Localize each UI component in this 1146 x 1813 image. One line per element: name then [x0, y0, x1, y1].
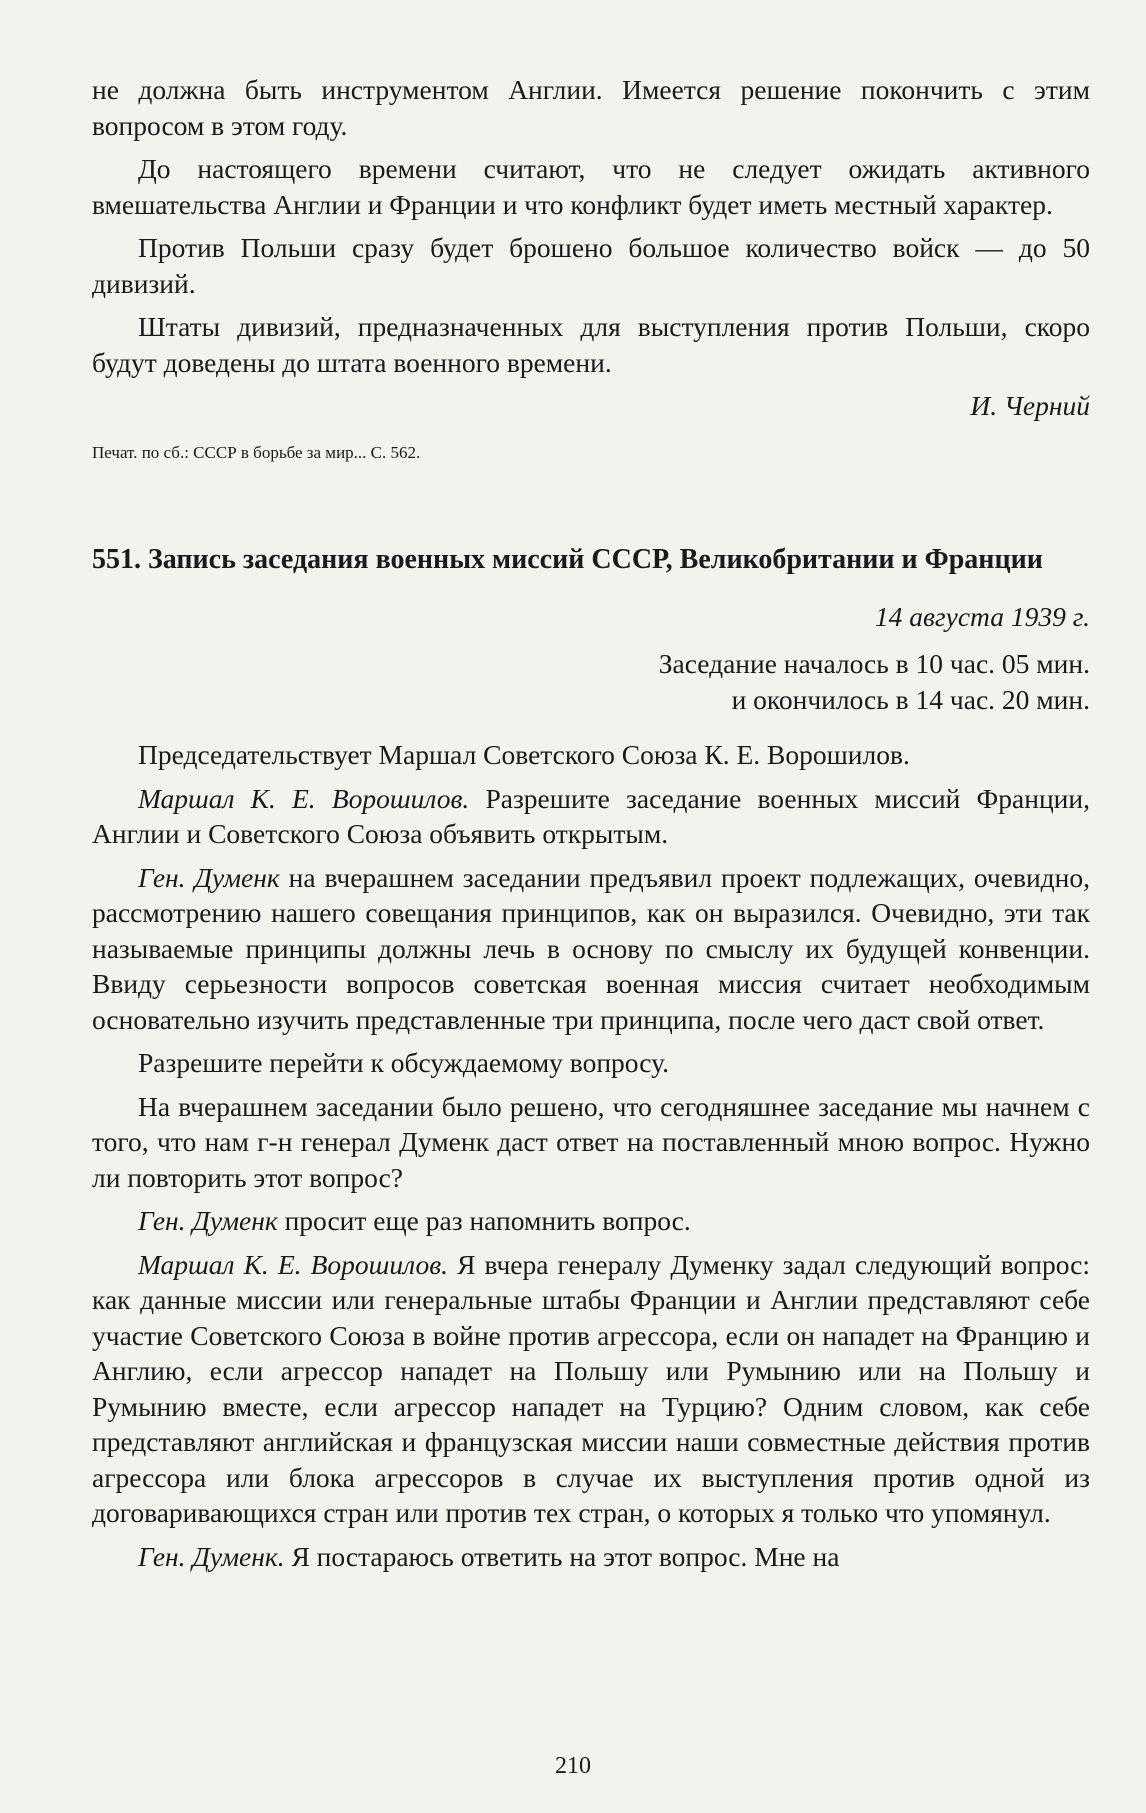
speech-text: просит еще раз напомнить вопрос. [277, 1205, 691, 1236]
speaker-name: Ген. Думенк [138, 1205, 278, 1236]
document-heading: 551. Запись заседания военных миссий СССР, Великобритании и Франции [92, 543, 1043, 575]
paragraph: До настоящего времени считают, что не следует ожидать активного вмешательства Англии и Франции и что конфликт будет иметь местный характер. [92, 153, 1090, 220]
speech-paragraph [92, 1247, 1090, 1531]
speech-paragraph [92, 860, 1090, 1038]
session-time-end: и окончилось в 14 час. 20 мин. [731, 683, 1090, 715]
speaker-name: Ген. Думенк [138, 861, 280, 893]
session-time-start: Заседание началось в 10 час. 05 мин. [658, 648, 1090, 679]
signature: И. Черний [970, 390, 1090, 421]
paragraph: На вчерашнем заседании было решено, что сегодняшнее заседание мы начнем с того, что нам г-н генерал Думенк даст ответ на поставленный мною вопрос. Нужно ли повторить этот вопрос? [92, 1090, 1090, 1193]
speech-text: Разрешите заседание военных миссий Франции, Англии и Советского Союза объявить открытым. [92, 782, 1090, 849]
speech-paragraph [92, 1203, 1090, 1239]
speech-paragraph [92, 781, 1090, 852]
speaker-name: Маршал К. Е. Ворошилов. [138, 1248, 449, 1280]
paragraph: Против Польши сразу будет брошено большое количество войск — до 50 дивизий. [92, 232, 1090, 299]
page-number: 210 [555, 1753, 591, 1779]
chair-paragraph: Председательствует Маршал Советского Союза К. Е. Ворошилов. [138, 739, 910, 770]
source-note: Печат. по сб.: СССР в борьбе за мир... С. 562. [92, 442, 421, 462]
document-date: 14 августа 1939 г. [874, 600, 1090, 632]
page-body [92, 72, 1090, 1574]
paragraph: не должна быть инструментом Англии. Имеется решение покончить с этим вопросом в этом году. [92, 74, 1090, 141]
paragraph: Разрешите перейти к обсуждаемому вопросу. [138, 1047, 669, 1078]
speaker-name: Маршал К. Е. Ворошилов. [138, 782, 470, 814]
paragraph: Штаты дивизий, предназначенных для выступления против Польши, скоро будут доведены до штата военного времени. [92, 311, 1090, 378]
speech-text: на вчерашнем заседании предъявил проект подлежащих, очевидно, рассмотрению нашего совещания принципов, как он выразился. Очевидно, эти так называемые принципы должны лечь в основу по смыслу их будущей конвенции. Ввиду серьезности вопросов советская военная миссия считает необходимым основательно изучить представленные три принципа, после чего даст свой ответ. [92, 861, 1091, 1035]
speech-text: Я постараюсь ответить на этот вопрос. Мне на [284, 1540, 840, 1572]
speech-paragraph [92, 1539, 1090, 1575]
speaker-name: Ген. Думенк. [138, 1540, 285, 1572]
speech-text: Я вчера генералу Думенку задал следующий вопрос: как данные миссии или генеральные штабы Франции и Англии представляют себе участие Советского Союза в войне против агрессора, если он нападет на Францию и Англию, если агрессор нападет на Польшу или Румынию или на Польшу и Румынию вместе, если агрессор нападет на Турцию? Одним словом, как себе представляют английская и французская миссии наши совместные действия против агрессора или блока агрессоров в случае их выступления против одной из договаривающихся стран или против тех стран, о которых я только что упомянул. [92, 1248, 1090, 1528]
